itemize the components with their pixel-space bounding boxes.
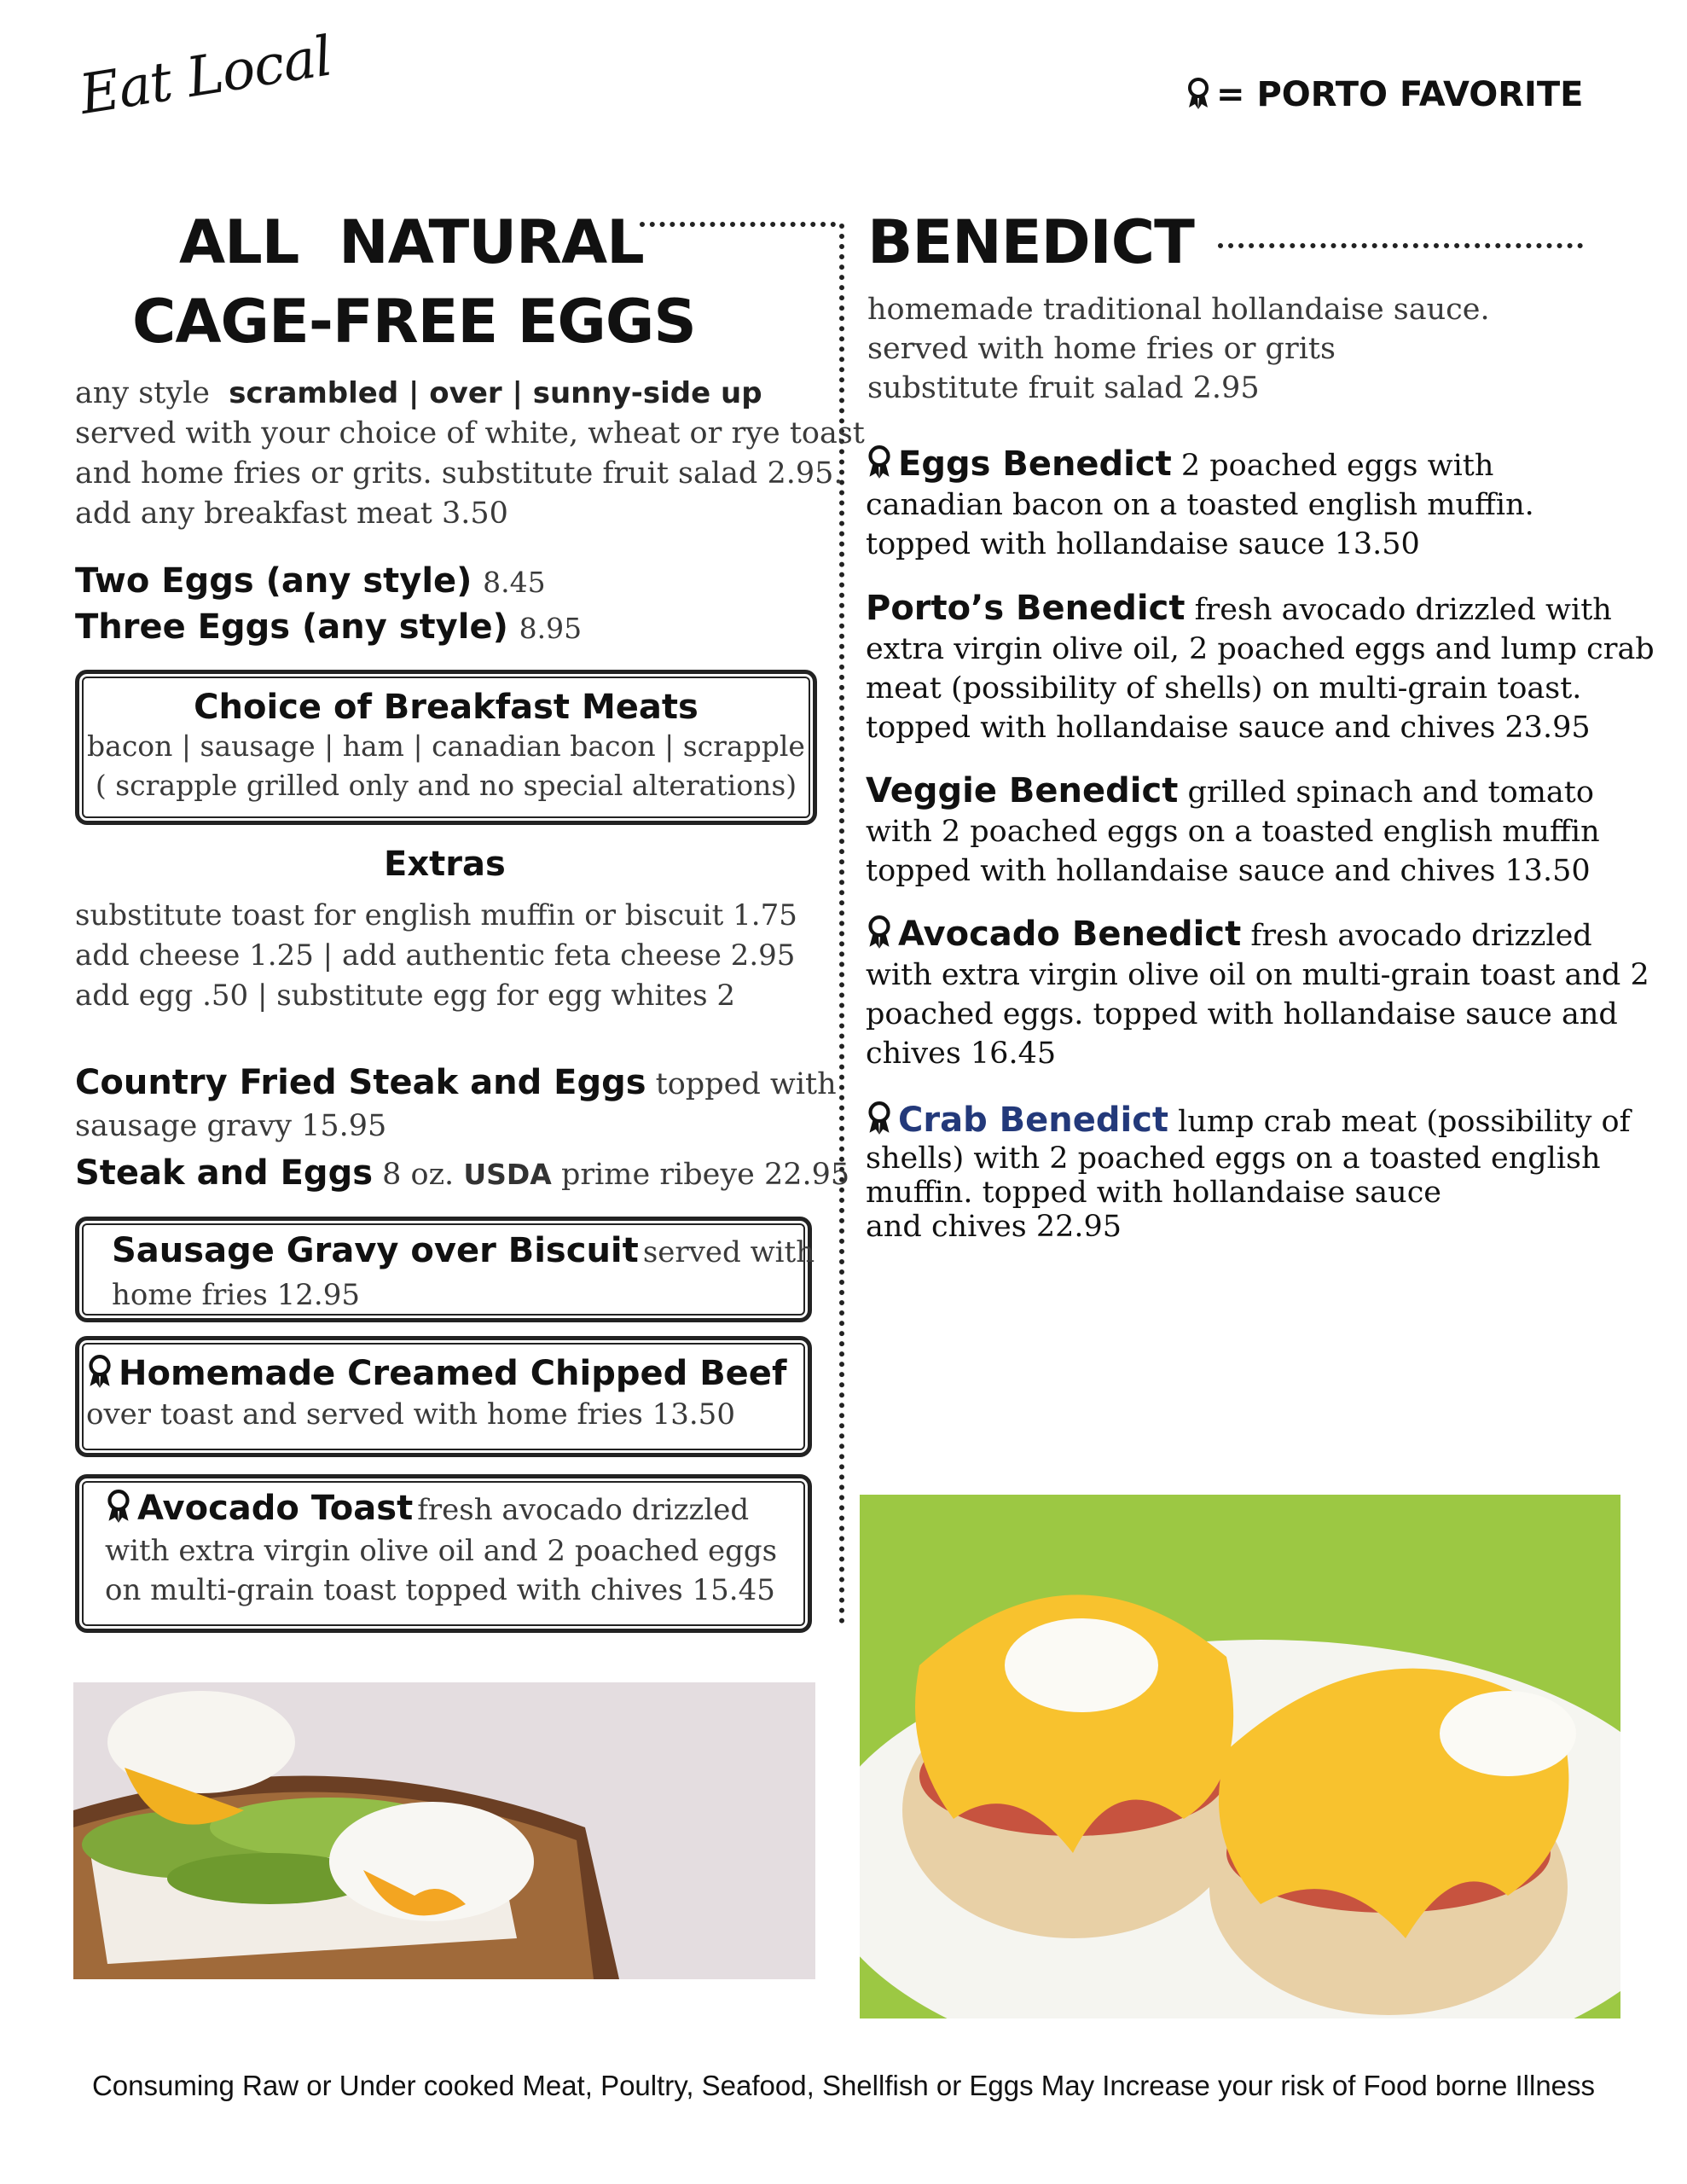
menu-item-steak-and-eggs: Steak and Eggs 8 oz. USDA prime ribeye 22.95 <box>75 1153 850 1193</box>
intro-line: add any breakfast meat 3.50 <box>75 497 508 531</box>
extras-title: Extras <box>384 845 506 884</box>
extras-list <box>75 896 843 1016</box>
meats-title: Choice of Breakfast Meats <box>194 688 699 727</box>
benedict-title: BENEDICT <box>867 207 1194 277</box>
menu-item-veggie-benedict: Veggie Benedict grilled spinach and tomato with 2 poached eggs on a toasted english muffin topped with hollandaise sauce and chives 13.50 <box>866 771 1600 888</box>
dotted-divider <box>1218 243 1583 248</box>
ribbon-award-icon <box>866 915 893 950</box>
menu-item-country-fried-steak: Country Fried Steak and Eggs topped with sausage gravy 15.95 <box>75 1063 837 1143</box>
breakfast-meats-box <box>75 670 817 825</box>
ribbon-award-icon <box>105 1489 132 1525</box>
eggs-benedict-photo <box>860 1495 1620 2018</box>
ribbon-award-icon <box>1186 77 1211 111</box>
ribbon-award-icon <box>866 1101 893 1136</box>
brand-logo-text: Eat Local <box>75 25 336 128</box>
legend-text: = PORTO FAVORITE <box>1216 75 1584 114</box>
eggs-title-line1: ALL NATURAL <box>179 207 644 277</box>
ribbon-award-icon <box>86 1354 113 1390</box>
intro-styles: scrambled | over | sunny-side up <box>229 376 762 410</box>
meats-note: ( scrapple grilled only and no special alterations) <box>95 769 797 802</box>
ribbon-award-icon <box>866 444 893 480</box>
intro-line: and home fries or grits. substitute fruit salad 2.95. <box>75 456 844 491</box>
menu-item-two-eggs: Two Eggs (any style) 8.45 <box>75 561 546 601</box>
menu-item-avocado-toast-box: Avocado Toast fresh avocado drizzled with extra virgin olive oil and 2 poached eggs on multi-grain toast topped with chives 15.45 <box>75 1474 812 1633</box>
intro-line: served with your choice of white, wheat or rye toast <box>75 416 865 450</box>
extras-line: add cheese 1.25 | add authentic feta cheese 2.95 <box>75 938 796 973</box>
menu-item-eggs-benedict: Eggs Benedict 2 poached eggs with canadian bacon on a toasted english muffin. topped with hollandaise sauce 13.50 <box>866 444 1534 561</box>
intro-prefix: any style <box>75 376 211 410</box>
extras-line: add egg .50 | substitute egg for egg whites 2 <box>75 979 736 1013</box>
eggs-title-line2: CAGE-FREE EGGS <box>132 287 696 357</box>
menu-item-avocado-benedict: Avocado Benedict fresh avocado drizzled with extra virgin olive oil on multi-grain toast and 2 poached eggs. topped with hollandaise sauce and chives 16.45 <box>866 915 1649 1071</box>
menu-item-sausage-gravy-box: Sausage Gravy over Biscuit served with home fries 12.95 <box>75 1217 812 1322</box>
menu-item-portos-benedict: Porto’s Benedict fresh avocado drizzled with extra virgin olive oil, 2 poached eggs and lump crab meat (possibility of shells) on multi-grain toast. topped with hollandaise sauce and chives 23.95 <box>866 589 1655 745</box>
extras-line: substitute toast for english muffin or biscuit 1.75 <box>75 898 797 932</box>
avocado-toast-photo <box>73 1682 815 1979</box>
meats-list: bacon | sausage | ham | canadian bacon | scrapple <box>87 729 805 763</box>
favorite-legend <box>1186 75 1584 114</box>
menu-item-three-eggs: Three Eggs (any style) 8.95 <box>75 607 583 647</box>
menu-item-crab-benedict: Crab Benedict lump crab meat (possibility of shells) with 2 poached eggs on a toasted english muffin. topped with hollandaise sauce and chives 22.95 <box>866 1101 1631 1244</box>
menu-item-chipped-beef-box: Homemade Creamed Chipped Beef over toast and served with home fries 13.50 <box>75 1336 812 1457</box>
dotted-divider <box>640 222 836 227</box>
eggs-intro <box>75 374 865 534</box>
benedict-intro: homemade traditional hollandaise sauce. served with home fries or grits substitute fruit salad 2.95 <box>867 293 1490 405</box>
food-safety-disclaimer: Consuming Raw or Under cooked Meat, Poultry, Seafood, Shellfish or Eggs May Increase your risk of Food borne Illness <box>91 2070 1596 2101</box>
